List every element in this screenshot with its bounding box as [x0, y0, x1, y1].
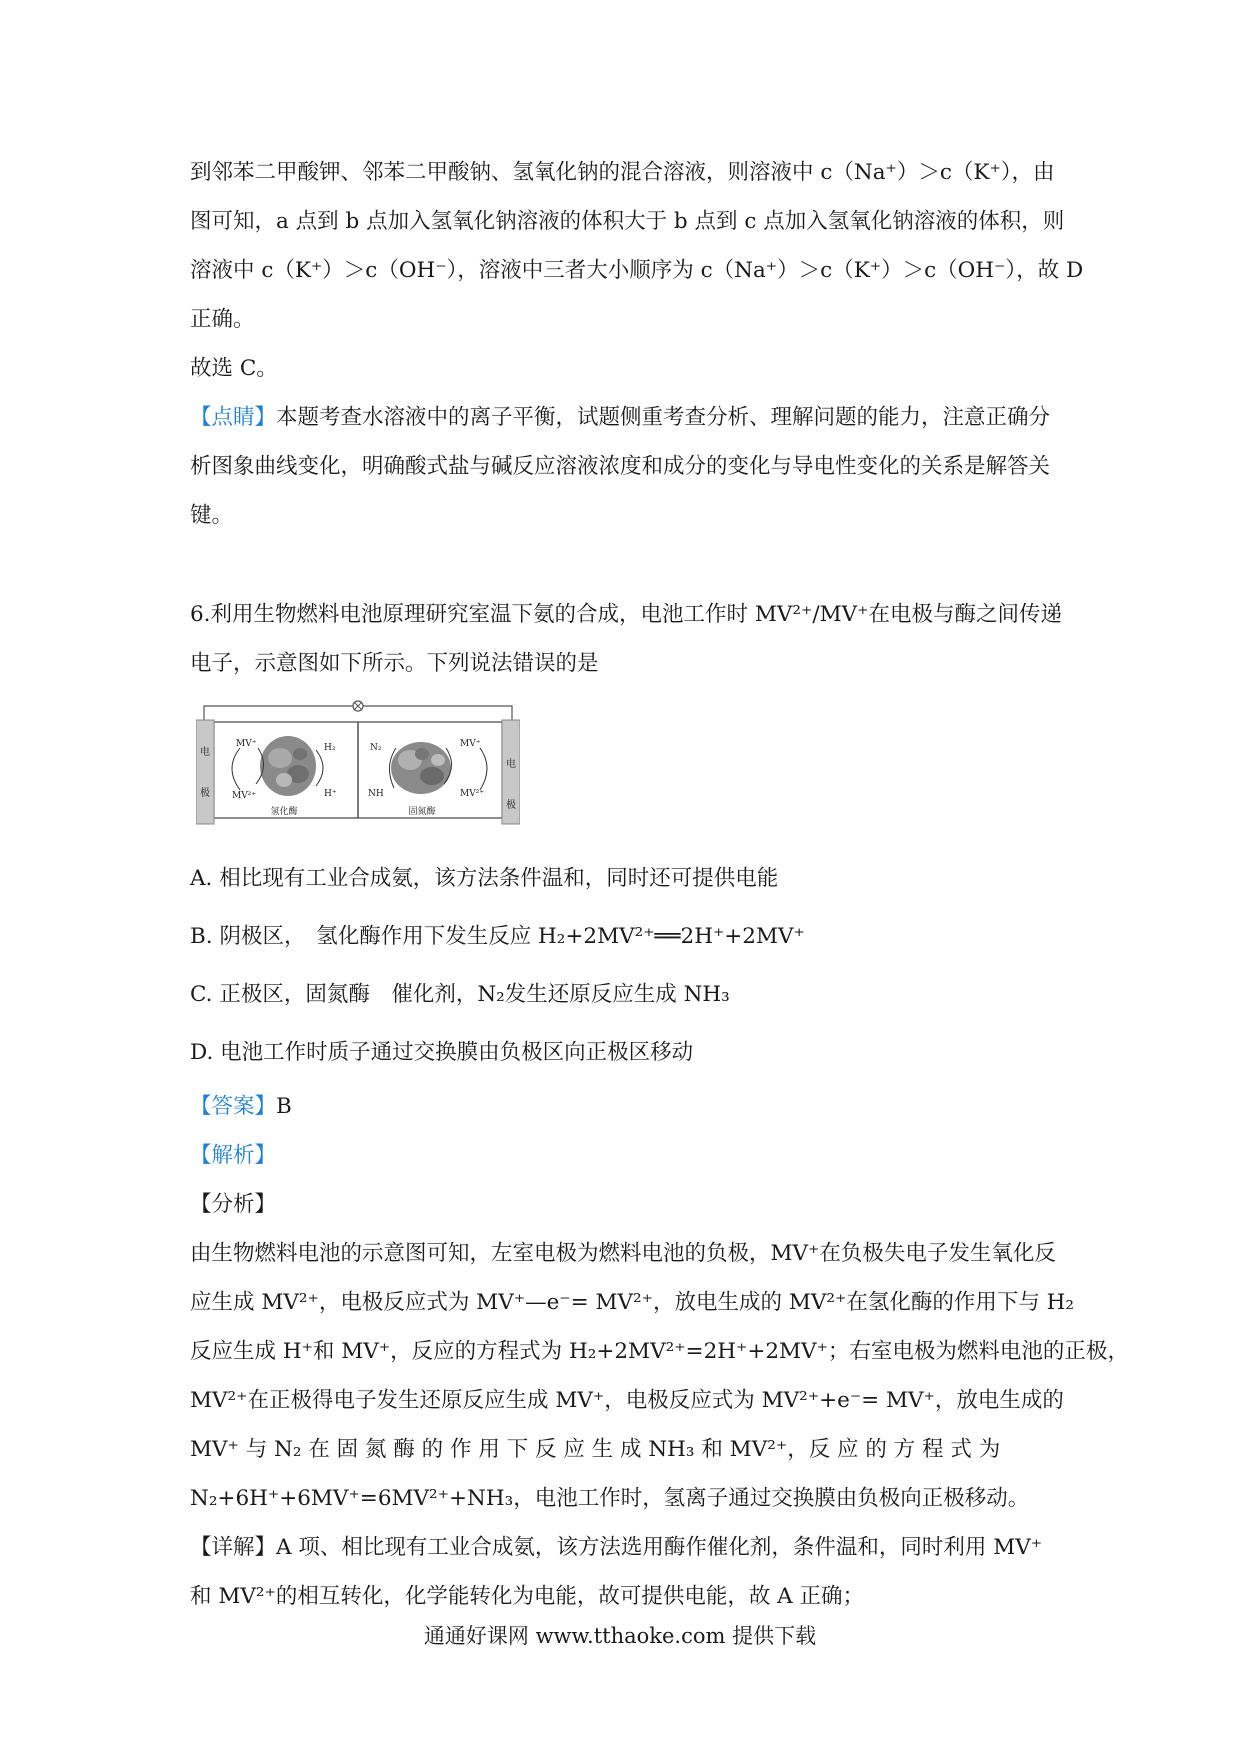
- options-list: [190, 852, 1060, 1080]
- label-h-plus: H⁺: [324, 789, 337, 799]
- detail-line-2: 和 MV²⁺的相互转化，化学能转化为电能，故可提供电能，故 A 正确；: [190, 1584, 865, 1609]
- label-mv-plus: MV⁺: [236, 739, 257, 749]
- text-line: 图可知，a 点到 b 点加入氢氧化钠溶液的体积大于 b 点到 c 点加入氢氧化钠溶液的体积，则: [190, 209, 1065, 234]
- dianjing-line-1: 【点睛】本题考查水溶液中的离子平衡，试题侧重考查分析、理解问题的能力，注意正确分: [190, 405, 1051, 430]
- answer-line: [190, 1082, 1060, 1131]
- option-c: C. 正极区，固氮酶 催化剂，N₂发生还原反应生成 NH₃: [190, 982, 730, 1007]
- page-footer: 通通好课网 www.tthaoke.com 提供下载: [423, 1624, 817, 1648]
- nitrogenase-enzyme: [391, 742, 451, 794]
- detail-tag: 【详解】: [190, 1535, 277, 1560]
- nitrogenase-label: 固氮酶: [408, 807, 436, 817]
- left-electrode-label: 极: [200, 788, 210, 799]
- answer-section: [190, 1082, 1129, 1621]
- detail-line-1: 【详解】A 项、相比现有工业合成氨，该方法选用酶作催化剂，条件温和，同时利用 MV⁺: [190, 1535, 1043, 1560]
- analysis-line: 反应生成 H⁺和 MV⁺，反应的方程式为 H₂+2MV²⁺=2H⁺+2MV⁺；右室电极为燃料电池的正极，: [190, 1339, 1129, 1364]
- text-line: 析图象曲线变化，明确酸式盐与碱反应溶液浓度和成分的变化与导电性变化的关系是解答关: [190, 454, 1051, 479]
- question-line: 电子，示意图如下所示。下列说法错误的是: [190, 651, 599, 676]
- label-mv-plus-right: MV⁺: [460, 739, 481, 749]
- text-line: 到邻苯二甲酸钾、邻苯二甲酸钠、氢氧化钠的混合溶液，则溶液中 c（Na⁺）＞c（K⁺），由: [190, 160, 1055, 185]
- jiexi-tag: 【解析】: [190, 1143, 277, 1168]
- hydrogenase-label: 氢化酶: [270, 807, 298, 817]
- analysis-line: 应生成 MV²⁺，电极反应式为 MV⁺—e⁻= MV²⁺，放电生成的 MV²⁺在氢化酶的作用下与 H₂: [190, 1290, 1075, 1315]
- option-a: A. 相比现有工业合成氨，该方法条件温和，同时还可提供电能: [190, 866, 779, 891]
- answer-value: B: [276, 1094, 292, 1119]
- analysis-line: 由生物燃料电池的示意图可知，左室电极为燃料电池的负极，MV⁺在负极失电子发生氧化反: [190, 1241, 1056, 1266]
- fuel-cell-diagram: [196, 700, 520, 828]
- left-electrode-label: 电: [200, 747, 210, 758]
- text-line: 正确。: [190, 307, 255, 332]
- label-mv-2plus-right: MV²⁺: [460, 789, 485, 799]
- fenxi-tag: 【分析】: [190, 1192, 277, 1217]
- analysis-line: MV⁺ 与 N₂ 在 固 氮 酶 的 作 用 下 反 应 生 成 NH₃ 和 MV²⁺，反 应 的 方 程 式 为: [190, 1437, 1001, 1462]
- label-mv-2plus: MV²⁺: [232, 791, 257, 801]
- question-6: [190, 590, 1060, 688]
- label-n2: N₂: [370, 743, 382, 753]
- right-electrode-label: 电: [506, 759, 516, 770]
- text-line: 溶液中 c（K⁺）＞c（OH⁻），溶液中三者大小顺序为 c（Na⁺）＞c（K⁺）＞c（OH⁻），故 D: [190, 258, 1084, 283]
- text-line: 故选 C。: [190, 356, 278, 381]
- right-electrode-label: 极: [506, 800, 516, 811]
- top-paragraph: [190, 148, 1084, 540]
- dianjing-tag: 【点睛】: [190, 405, 277, 430]
- analysis-line: N₂+6H⁺+6MV⁺=6MV²⁺+NH₃，电池工作时，氢离子通过交换膜由负极向正极移动。: [190, 1486, 1030, 1511]
- option-b: B. 阴极区， 氢化酶作用下发生反应 H₂+2MV²⁺══2H⁺+2MV⁺: [190, 924, 805, 949]
- answer-tag: 【答案】: [190, 1094, 277, 1119]
- label-h2: H₂: [324, 743, 336, 753]
- label-nh: NH: [368, 789, 384, 799]
- option-d: D. 电池工作时质子通过交换膜由负极区向正极区移动: [190, 1040, 694, 1065]
- analysis-line: MV²⁺在正极得电子发生还原反应生成 MV⁺，电极反应式为 MV²⁺+e⁻= MV⁺，放电生成的: [190, 1388, 1064, 1413]
- question-line: 6.利用生物燃料电池原理研究室温下氨的合成，电池工作时 MV²⁺/MV⁺在电极与酶之间传递: [190, 602, 1062, 627]
- hydrogenase-enzyme: [260, 736, 316, 796]
- text-line: 键。: [190, 503, 234, 528]
